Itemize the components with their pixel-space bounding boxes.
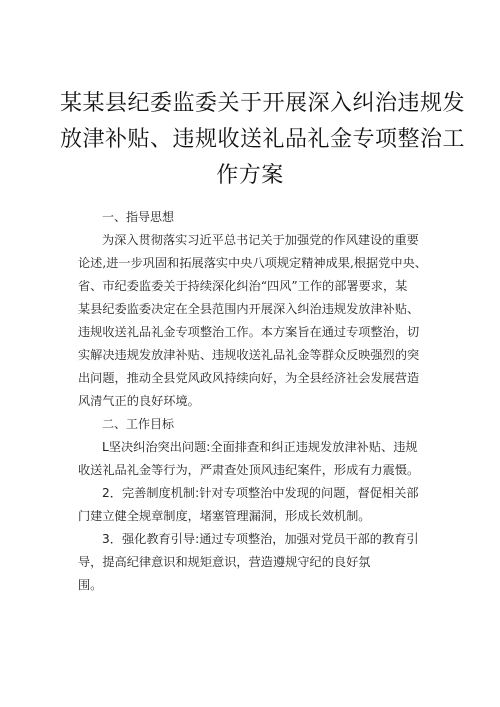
- goal-item-line: [78, 528, 430, 551]
- section-heading-work-goals: 二、工作目标: [102, 417, 175, 431]
- document-body: [78, 206, 430, 597]
- goal-item-text: 全面排查和纠正违规发放津补贴、违规: [210, 440, 418, 454]
- goal-item-text: 通过专项整治，加强对党员干部的教育引: [199, 532, 419, 546]
- goal-item-2: [78, 482, 430, 528]
- goal-item-text: 针对专项整治中发现的问题，督促相关部: [199, 486, 419, 500]
- goal-item-lead: 2．完善制度机制:: [102, 486, 200, 500]
- paragraph-line: 论述,进一步巩固和拓展落实中央八项规定精神成果,根据党中央、: [78, 256, 427, 270]
- goal-item-line: 门建立健全规章制度，堵塞管理漏洞，形成长效机制。: [78, 509, 371, 523]
- goal-item-lead: L坚决纠治突出问题:: [102, 440, 211, 454]
- goal-item-lead: 3．强化教育引导:: [102, 532, 200, 546]
- goal-item-line: 围。: [78, 578, 103, 592]
- title-line-1: 某某县纪委监委关于开展深入纠治违规发: [60, 91, 466, 116]
- title-line-3: 作方案: [216, 163, 284, 188]
- paragraph-line: 某县纪委监委决定在全县范围内开展深入纠治违规发放津补贴、: [78, 302, 420, 316]
- document-title: [60, 86, 466, 194]
- paragraph-line: 违规收送礼品礼金专项整治工作。本方案旨在通过专项整治，切: [78, 325, 420, 339]
- section-heading-guiding-ideology: 一、指导思想: [102, 210, 175, 224]
- paragraph-line: 实解决违规发放津补贴、违规收送礼品礼金等群众反映强烈的突: [78, 348, 420, 362]
- paragraph-line: 出问题，推动全县党风政风持续向好，为全县经济社会发展营造: [78, 371, 420, 385]
- title-line-2: 放津补贴、违规收送礼品礼金专项整治工: [60, 127, 466, 152]
- paragraph-line: 为深入贯彻落实习近平总书记关于加强党的作风建设的重要: [102, 233, 419, 247]
- goal-item-1: [78, 436, 430, 482]
- goal-item-3: [78, 528, 430, 597]
- goal-item-line: [78, 436, 430, 459]
- goal-item-line: 收送礼品礼金等行为，严肃查处顶风违纪案件，形成有力震慑。: [78, 463, 420, 477]
- goal-item-line: [78, 482, 430, 505]
- goal-item-line: 导，提高纪律意识和规矩意识，营造遵规守纪的良好氛: [78, 555, 371, 569]
- guiding-ideology-paragraph: [78, 229, 430, 413]
- paragraph-line: 省、市纪委监委关于持续深化纠治“四风”工作的部署要求，某: [78, 279, 408, 293]
- paragraph-line: 风清气正的良好环境。: [78, 394, 200, 408]
